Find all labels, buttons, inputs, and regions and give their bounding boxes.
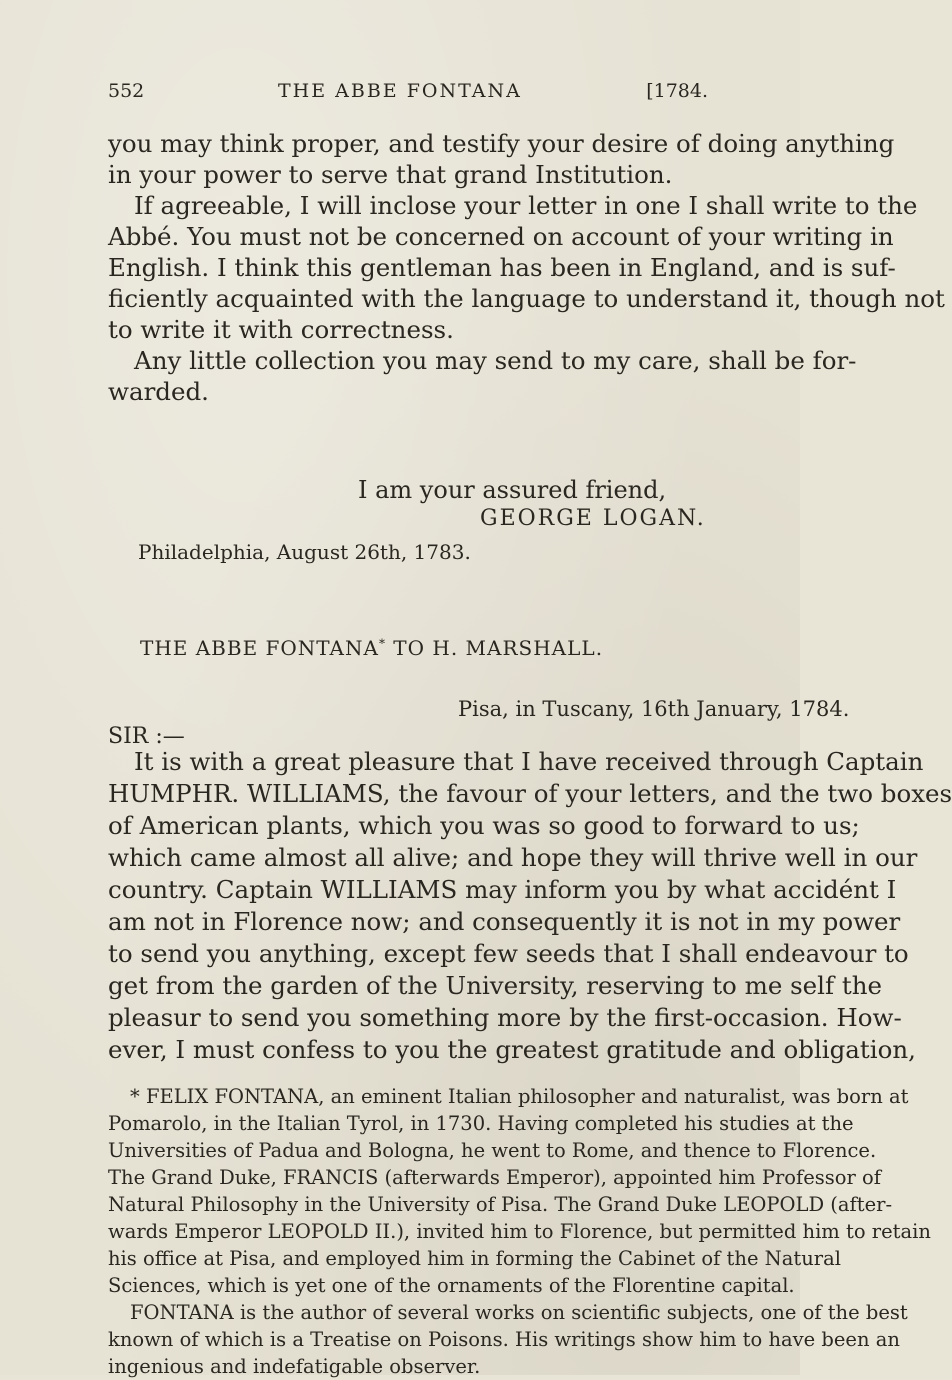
footnote-line: his office at Pisa, and employed him in forming the Cabinet of the Natural [108, 1247, 841, 1270]
footnote-line: * FELIX FONTANA, an eminent Italian philosopher and naturalist, was born at [130, 1085, 909, 1108]
letter-1-line: in your power to serve that grand Institution. [108, 160, 673, 189]
letter-2-line: get from the garden of the University, reserving to me self the [108, 971, 882, 1000]
footnote-line: Universities of Padua and Bologna, he went to Rome, and thence to Florence. [108, 1139, 877, 1162]
footnote-line: Natural Philosophy in the University of Pisa. The Grand Duke LEOPOLD (after- [108, 1193, 893, 1216]
letter-2-line: pleasur to send you something more by the first-occasion. How- [108, 1003, 902, 1032]
footnote-line: Pomarolo, in the Italian Tyrol, in 1730. Having completed his studies at the [108, 1112, 854, 1135]
letter-2-line: am not in Florence now; and consequently it is not in my power [108, 907, 901, 936]
letter-1-line: Abbé. You must not be concerned on account of your writing in [108, 222, 894, 251]
letter-2-line: ever, I must confess to you the greatest gratitude and obligation, [108, 1035, 916, 1064]
footnote-line: Sciences, which is yet one of the ornaments of the Florentine capital. [108, 1274, 795, 1297]
letter-2-line: to send you anything, except few seeds that I shall endeavour to [108, 939, 909, 968]
footnote-line: known of which is a Treatise on Poisons. His writings show him to have been an [108, 1328, 900, 1351]
letter-1-line: If agreeable, I will inclose your letter in one I shall write to the [134, 191, 918, 220]
letter-2-heading-recipient: TO H. MARSHALL. [385, 636, 604, 660]
letter-2-line: which came almost all alive; and hope they will thrive well in our [108, 843, 918, 872]
page-number: 552 [108, 80, 145, 102]
letter-1-line: warded. [108, 377, 209, 406]
letter-2-salutation: SIR :— [108, 724, 185, 749]
letter-1-line: ficiently acquainted with the language to understand it, though not [108, 284, 945, 313]
letter-2-line: country. Captain WILLIAMS may inform you by what accidént I [108, 875, 897, 904]
letter-1-closing: I am your assured friend, [358, 476, 667, 504]
running-year: [1784. [646, 80, 708, 102]
letter-2-line: HUMPHR. WILLIAMS, the favour of your letters, and the two boxes [108, 779, 952, 808]
footnote-marker: * [378, 636, 386, 651]
letter-2-heading [140, 636, 603, 660]
letter-1-line: to write it with correctness. [108, 315, 454, 344]
letter-1-dateline: Philadelphia, August 26th, 1783. [138, 540, 471, 564]
footnote-line: ingenious and indefatigable observer. [108, 1355, 481, 1378]
footnote-line: wards Emperor LEOPOLD II.), invited him to Florence, but permitted him to retain [108, 1220, 931, 1243]
running-title: THE ABBE FONTANA [278, 80, 522, 102]
footnote-line: The Grand Duke, FRANCIS (afterwards Emperor), appointed him Professor of [108, 1166, 882, 1189]
footnote-line: FONTANA is the author of several works on scientific subjects, one of the best [130, 1301, 908, 1324]
letter-2-line: of American plants, which you was so good to forward to us; [108, 811, 860, 840]
letter-2-line: It is with a great pleasure that I have received through Captain [134, 747, 924, 776]
letter-1-line: English. I think this gentleman has been in England, and is suf- [108, 253, 896, 282]
letter-1-signature: GEORGE LOGAN. [480, 506, 706, 531]
letter-1-line: Any little collection you may send to my care, shall be for- [134, 346, 857, 375]
letter-2-place-date: Pisa, in Tuscany, 16th January, 1784. [458, 697, 850, 721]
running-head [108, 80, 708, 104]
letter-2-heading-name: THE ABBE FONTANA [140, 636, 379, 660]
letter-1-line: you may think proper, and testify your desire of doing anything [108, 129, 895, 158]
